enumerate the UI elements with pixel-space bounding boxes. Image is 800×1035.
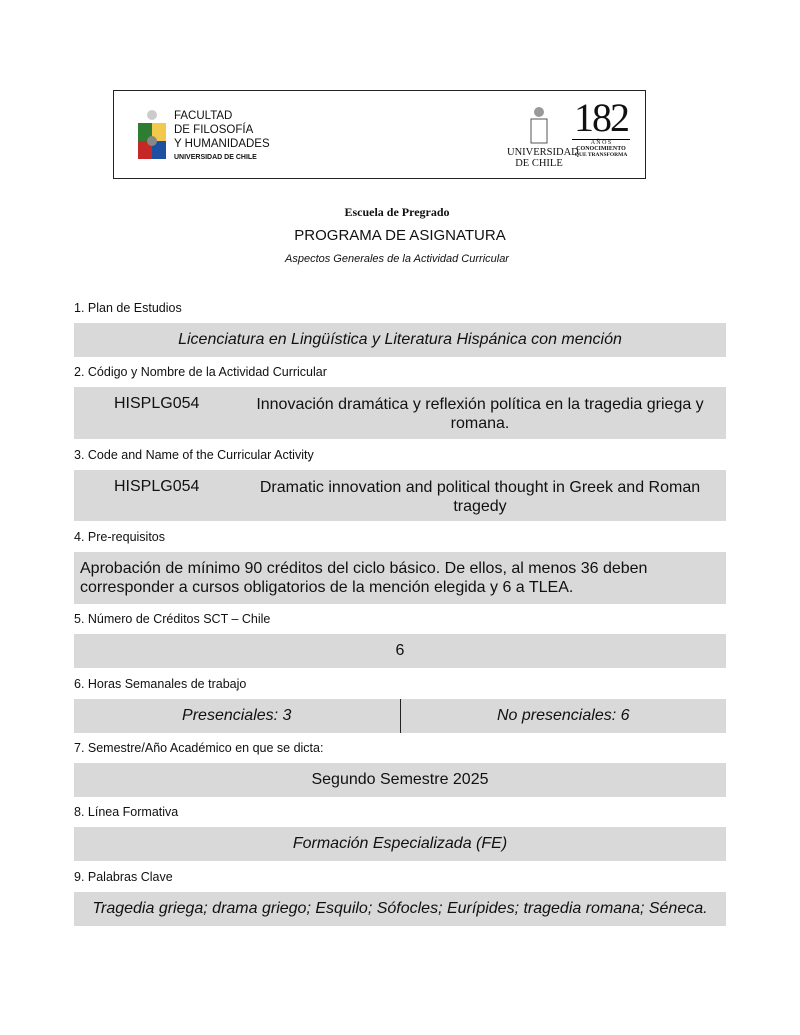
codigo-box	[74, 387, 726, 439]
horas-presenciales: Presenciales: 3	[74, 699, 401, 733]
section-label: 6. Horas Semanales de trabajo	[74, 677, 247, 691]
course-name-en: Dramatic innovation and political thought in Greek and Roman tragedy	[259, 479, 701, 515]
course-name: Innovación dramática y reflexión política en la tragedia griega y romana.	[256, 396, 704, 432]
uchile-logo-line: DE CHILE	[515, 158, 563, 169]
palabras-value: Tragedia griega; drama griego; Esquilo; Sófocles; Eurípides; tragedia romana; Séneca.	[74, 892, 726, 926]
section-label: 2. Código y Nombre de la Actividad Curricular	[74, 365, 327, 379]
code-en-box	[74, 470, 726, 521]
page-subtitle: Aspectos Generales de la Actividad Curricular	[285, 253, 509, 265]
page-title: PROGRAMA DE ASIGNATURA	[294, 227, 506, 244]
school-name: Escuela de Pregrado	[344, 205, 450, 219]
faculty-logo-line: Y HUMANIDADES	[174, 138, 270, 150]
semestre-value: Segundo Semestre 2025	[74, 763, 726, 797]
horas-no-presenciales: No presenciales: 6	[496, 707, 630, 724]
faculty-logo-line: FACULTAD	[174, 110, 233, 122]
section-label: 3. Code and Name of the Curricular Activity	[74, 448, 314, 462]
uchile-logo-line: UNIVERSIDAD	[507, 147, 579, 158]
anniversary-number: 182	[574, 95, 628, 140]
course-code: HISPLG054	[114, 395, 200, 412]
faculty-logo-line: DE FILOSOFÍA	[174, 124, 254, 136]
anniversary-tagline: QUE TRANSFORMA	[574, 152, 628, 158]
creditos-value: 6	[74, 634, 726, 668]
plan-value: Licenciatura en Lingüística y Literatura Hispánica con mención	[74, 323, 726, 357]
uchile-seal-icon	[528, 105, 550, 145]
section-label: 8. Línea Formativa	[74, 805, 179, 819]
linea-value: Formación Especializada (FE)	[74, 827, 726, 861]
header-logos	[113, 90, 646, 179]
faculty-logo-line: UNIVERSIDAD DE CHILE	[174, 154, 257, 161]
prereq-value: Aprobación de mínimo 90 créditos del ciclo básico. De ellos, al menos 36 deben corresponder a cursos obligatorios de la mención elegida y 6 a TLEA.	[74, 552, 726, 604]
section-label: 7. Semestre/Año Académico en que se dicta:	[74, 741, 324, 755]
section-label: 5. Número de Créditos SCT – Chile	[74, 612, 271, 626]
section-label: 1. Plan de Estudios	[74, 301, 182, 315]
anniversary-tagline: CONOCIMIENTO	[576, 146, 626, 152]
course-code: HISPLG054	[114, 478, 200, 495]
horas-box	[74, 699, 726, 733]
section-label: 4. Pre-requisitos	[74, 530, 166, 544]
faculty-crest-icon	[136, 109, 168, 167]
section-label: 9. Palabras Clave	[74, 870, 173, 884]
anniversary-years: A Ñ O S	[572, 139, 630, 146]
